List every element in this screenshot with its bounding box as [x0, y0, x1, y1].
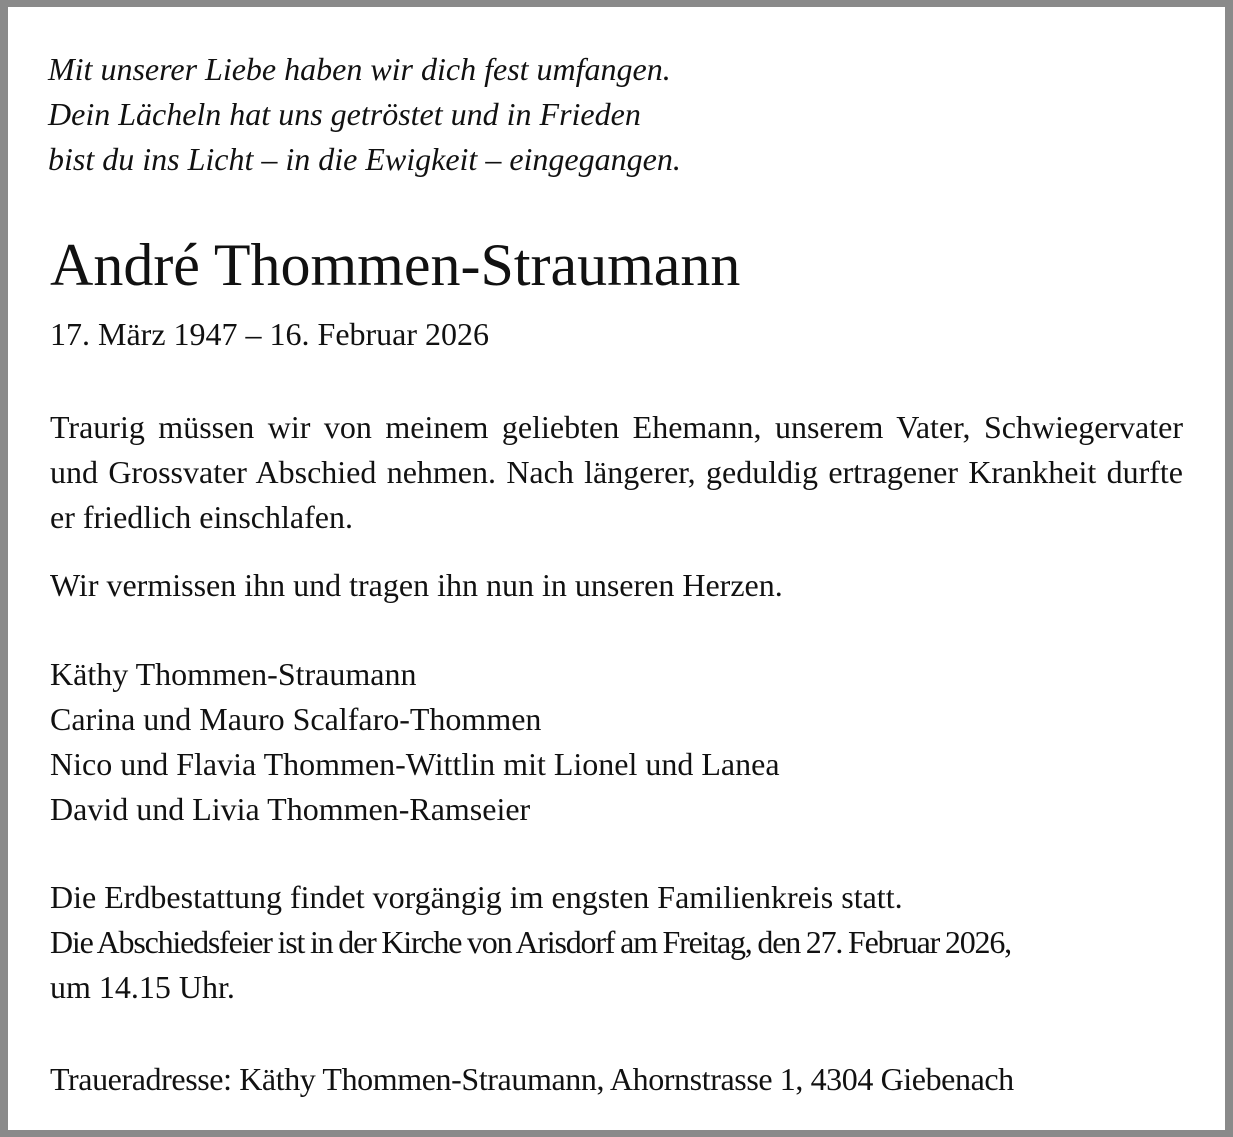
message-paragraph: Traurig müssen wir von meinem geliebten Ehemann, unserem Vater, Schwiegervater und Grossvater Abschied nehmen. Nach längerer, geduldig ertragener Krankheit durfte er friedlich einschlafen.	[50, 409, 1183, 535]
funeral-line: Die Erdbestattung findet vorgängig im engsten Familienkreis statt.	[50, 879, 903, 915]
mourning-address: Traueradresse: Käthy Thommen-Straumann, Ahornstrasse 1, 4304 Giebenach	[50, 1061, 1014, 1097]
family-member: Nico und Flavia Thommen-Wittlin mit Lionel und Lanea	[50, 746, 780, 782]
poem	[48, 47, 681, 182]
family-member: Käthy Thommen-Straumann	[50, 656, 417, 692]
family-member: David und Livia Thommen-Ramseier	[50, 791, 531, 827]
family-list	[50, 652, 780, 832]
life-dates: 17. März 1947 – 16. Februar 2026	[50, 316, 490, 352]
message-paragraph: Wir vermissen ihn und tragen ihn nun in unseren Herzen.	[50, 567, 783, 603]
deceased-name: André Thommen-Straumann	[50, 232, 741, 298]
poem-line: bist du ins Licht – in die Ewigkeit – eingegangen.	[48, 141, 681, 177]
family-member: Carina und Mauro Scalfaro-Thommen	[50, 701, 542, 737]
poem-line: Mit unserer Liebe haben wir dich fest umfangen.	[48, 51, 671, 87]
funeral-line: Die Abschiedsfeier ist in der Kirche von Arisdorf am Freitag, den 27. Februar 2026,	[50, 924, 1011, 960]
poem-line: Dein Lächeln hat uns getröstet und in Frieden	[48, 96, 641, 132]
funeral-line: um 14.15 Uhr.	[50, 969, 235, 1005]
funeral-info	[50, 875, 1190, 1010]
